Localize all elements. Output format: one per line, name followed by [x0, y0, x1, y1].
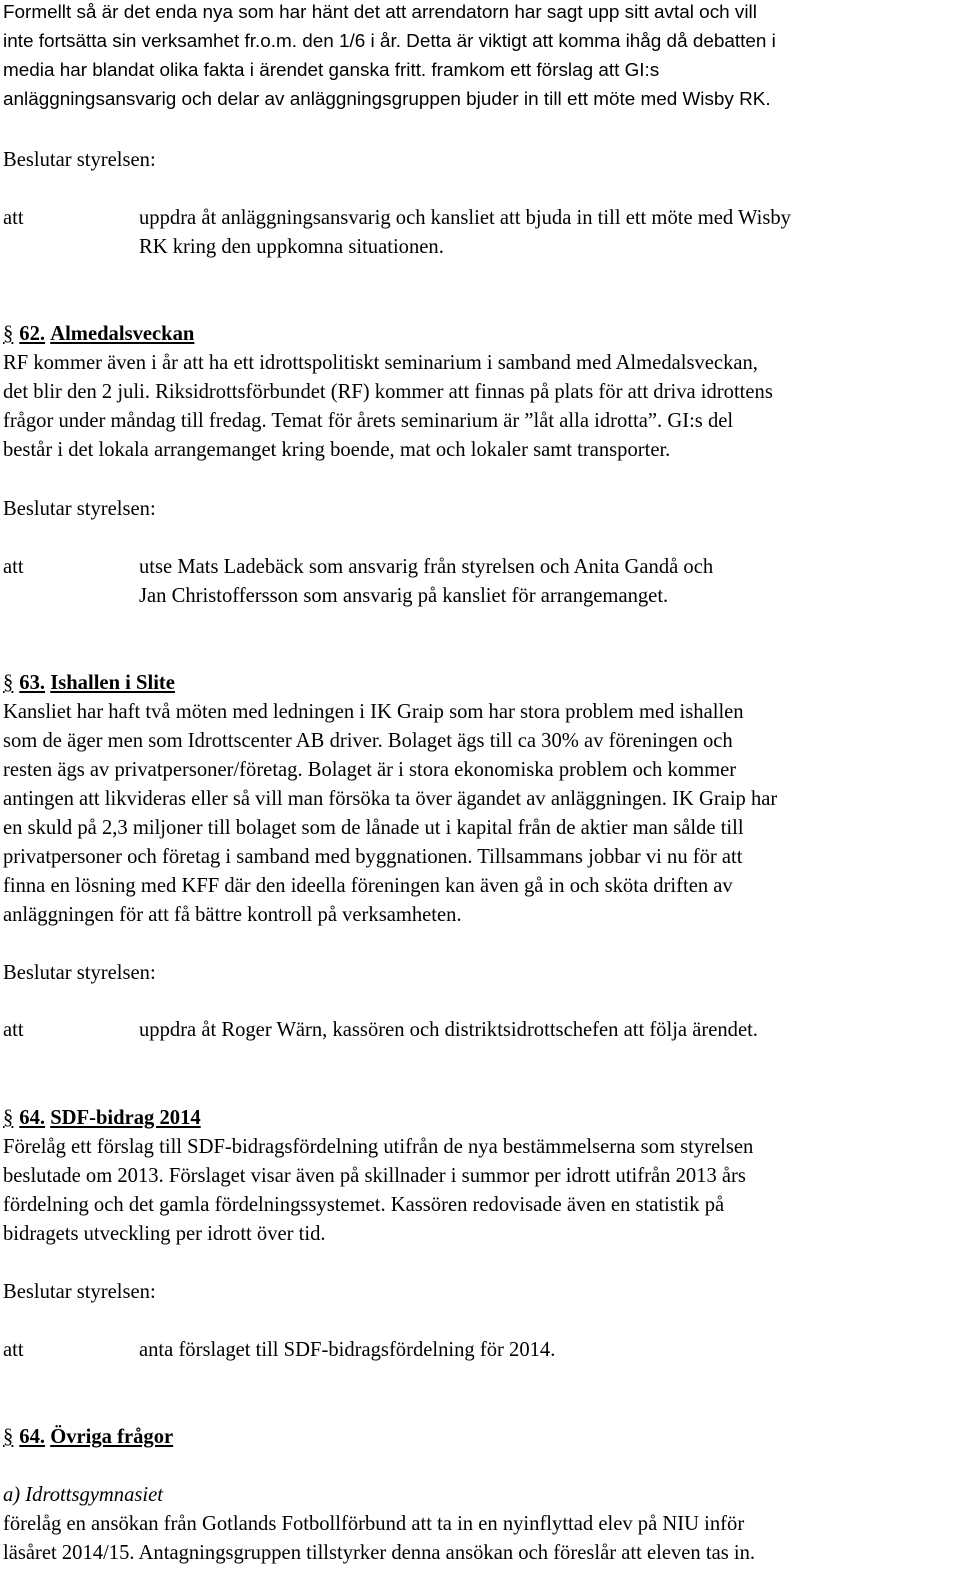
body-line: privatpersoner och företag i samband med byggnationen. Tillsammans jobbar vi nu för att	[3, 846, 743, 868]
body-line: beslutade om 2013. Förslaget visar även på skillnader i summor per idrott utifrån 2013 års	[3, 1165, 746, 1187]
body-line: Kansliet har haft två möten med ledningen i IK Graip som har stora problem med ishallen	[3, 701, 744, 723]
section-title: Almedalsveckan	[50, 323, 195, 345]
section-number: 64.	[19, 1426, 46, 1448]
decision-line: anta förslaget till SDF-bidragsfördelning för 2014.	[139, 1339, 556, 1361]
body-line: som de äger men som Idrottscenter AB driver. Bolaget ägs till ca 30% av föreningen och	[3, 730, 733, 752]
section-heading-62	[3, 324, 194, 345]
decision-heading: Beslutar styrelsen:	[3, 498, 156, 520]
att-label: att	[3, 1339, 24, 1361]
section-title: Ishallen i Slite	[50, 672, 175, 694]
section-title: Övriga frågor	[50, 1426, 174, 1448]
body-line: förelåg en ansökan från Gotlands Fotbollförbund att ta in en nyinflyttad elev på NIU inför	[3, 1513, 745, 1535]
opening-line: inte fortsätta sin verksamhet fr.o.m. den 1/6 i år. Detta är viktigt att komma ihåg då debatten i	[3, 31, 776, 52]
opening-line: Formellt så är det enda nya som har hänt det att arrendatorn har sagt upp sitt avtal och vill	[3, 2, 757, 23]
decision-line: Jan Christoffersson som ansvarig på kansliet för arrangemanget.	[139, 585, 669, 607]
section-number: 63.	[19, 672, 46, 694]
paragraph-sign: §	[3, 672, 14, 694]
body-line: Förelåg ett förslag till SDF-bidragsfördelning utifrån de nya bestämmelserna som styrelsen	[3, 1136, 754, 1158]
att-label: att	[3, 207, 24, 229]
paragraph-sign: §	[3, 323, 14, 345]
section-number: 62.	[19, 323, 46, 345]
body-line: frågor under måndag till fredag. Temat för årets seminarium är ”låt alla idrotta”. GI:s del	[3, 410, 734, 432]
decision-heading: Beslutar styrelsen:	[3, 149, 156, 171]
decision-line: uppdra åt Roger Wärn, kassören och distriktsidrottschefen att följa ärendet.	[139, 1019, 758, 1041]
decision-line: utse Mats Ladebäck som ansvarig från styrelsen och Anita Gandå och	[139, 556, 714, 578]
paragraph-sign: §	[3, 1107, 14, 1129]
body-line: fördelning och det gamla fördelningssystemet. Kassören redovisade även en statistik på	[3, 1194, 725, 1216]
decision-heading: Beslutar styrelsen:	[3, 1281, 156, 1303]
body-line: en skuld på 2,3 miljoner till bolaget som de lånade ut i kapital från de aktier man sålde till	[3, 817, 744, 839]
paragraph-sign: §	[3, 1426, 14, 1448]
att-label: att	[3, 556, 24, 578]
body-line: RF kommer även i år att ha ett idrottspolitiskt seminarium i samband med Almedalsveckan,	[3, 352, 758, 374]
section-title: SDF-bidrag 2014	[50, 1107, 201, 1129]
body-line: det blir den 2 juli. Riksidrottsförbundet (RF) kommer att finnas på plats för att driva idrottens	[3, 381, 773, 403]
body-line: anläggningen för att få bättre kontroll på verksamheten.	[3, 904, 462, 926]
decision-heading: Beslutar styrelsen:	[3, 962, 156, 984]
decision-line: uppdra åt anläggningsansvarig och kansliet att bjuda in till ett möte med Wisby	[139, 207, 791, 229]
section-heading-64-ovriga	[3, 1427, 173, 1448]
body-line: antingen att likvideras eller så vill man försöka ta över ägandet av anläggningen. IK Graip har	[3, 788, 778, 810]
body-line: består i det lokala arrangemanget kring boende, mat och lokaler samt transporter.	[3, 439, 671, 461]
body-line: bidragets utveckling per idrott över tid.	[3, 1223, 326, 1245]
decision-line: RK kring den uppkomna situationen.	[139, 236, 444, 258]
body-line: läsåret 2014/15. Antagningsgruppen tillstyrker denna ansökan och föreslår att eleven tas in.	[3, 1542, 756, 1564]
opening-line: anläggningsansvarig och delar av anläggningsgruppen bjuder in till ett möte med Wisby RK.	[3, 89, 771, 110]
body-line: resten ägs av privatpersoner/företag. Bolaget är i stora ekonomiska problem och kommer	[3, 759, 737, 781]
section-number: 64.	[19, 1107, 46, 1129]
section-heading-63	[3, 673, 175, 694]
opening-line: media har blandat olika fakta i ärendet ganska fritt. framkom ett förslag att GI:s	[3, 60, 660, 81]
body-line: finna en lösning med KFF där den ideella föreningen kan även gå in och sköta driften av	[3, 875, 733, 897]
sub-heading: a) Idrottsgymnasiet	[3, 1484, 163, 1506]
section-heading-64-sdf	[3, 1108, 201, 1129]
att-label: att	[3, 1019, 24, 1041]
